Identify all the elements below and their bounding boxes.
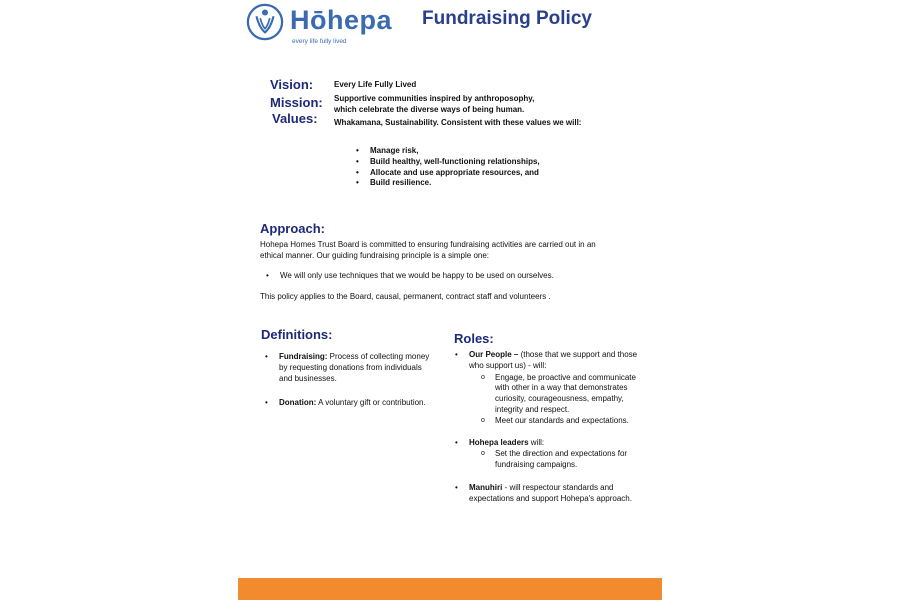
- list-item: [265, 352, 437, 384]
- mission-text: Supportive communities inspired by anthroposophy, which celebrate the diverse ways of being human.: [334, 94, 535, 114]
- approach-intro: Hohepa Homes Trust Board is committed to ensuring fundraising activities are carried out in an ethical manner. Our guiding fundraising principle is a simple one:: [260, 240, 596, 260]
- approach-heading: Approach:: [260, 221, 325, 236]
- leaders-sublist: [481, 449, 651, 471]
- list-item: o Engage, be proactive and communicate with other in a way that demonstrates curiosity, courageousness, empathy, integrity and respect.: [481, 373, 651, 416]
- values-list: [356, 146, 576, 189]
- values-text: Whakamana, Sustainability. Consistent with these values we will:: [334, 118, 582, 127]
- document-title: Fundraising Policy: [422, 8, 592, 29]
- approach-list: [266, 271, 596, 282]
- mission-label: Mission:: [270, 95, 323, 110]
- vision-label: Vision:: [270, 77, 314, 92]
- definitions-heading: Definitions:: [261, 327, 333, 342]
- role-text: will:: [528, 437, 545, 447]
- list-item: o Set the direction and expectations for fundraising campaigns.: [481, 449, 651, 471]
- hohepa-logo-icon: [246, 3, 284, 41]
- list-item: [455, 483, 651, 505]
- definition-term: Fundraising:: [279, 352, 328, 361]
- definition-term: Donation:: [279, 398, 317, 408]
- list-item: [455, 438, 651, 471]
- role-term: Manuhiri: [469, 482, 503, 492]
- list-item: • Build healthy, well-functioning relationships,: [356, 157, 576, 168]
- brand-name: Hōhepa: [290, 5, 393, 35]
- people-sublist: [481, 373, 651, 427]
- values-label: Values:: [272, 111, 318, 126]
- list-item: • We will only use techniques that we would be happy to be used on ourselves.: [266, 271, 596, 282]
- definitions-list: [265, 352, 437, 409]
- list-item: [455, 350, 651, 427]
- footer-bar: [238, 578, 662, 600]
- roles-heading: Roles:: [454, 331, 494, 346]
- definition-text: A voluntary gift or contribution.: [316, 398, 426, 408]
- definition-text: Process of collecting money by requesting donations from individuals and businesses.: [279, 352, 430, 383]
- role-term: Our People –: [469, 350, 519, 359]
- vision-text: Every Life Fully Lived: [334, 80, 417, 89]
- roles-list: [455, 350, 651, 505]
- hohepa-logo: [246, 3, 393, 51]
- brand-tagline: every life fully lived: [292, 38, 347, 45]
- list-item: • Allocate and use appropriate resources, and: [356, 168, 576, 179]
- list-item: • Manage risk,: [356, 146, 576, 157]
- list-item: • Build resilience.: [356, 178, 576, 189]
- list-item: o Meet our standards and expectations.: [481, 416, 651, 427]
- approach-applies: This policy applies to the Board, causal, permanent, contract staff and volunteers .: [260, 292, 551, 301]
- role-term: Hohepa leaders: [469, 437, 529, 447]
- role-text: (those that we support and those who support us) - will:: [469, 350, 638, 370]
- role-text: - will respectour standards and expectations and support Hohepa's approach.: [469, 482, 632, 503]
- list-item: [265, 398, 437, 409]
